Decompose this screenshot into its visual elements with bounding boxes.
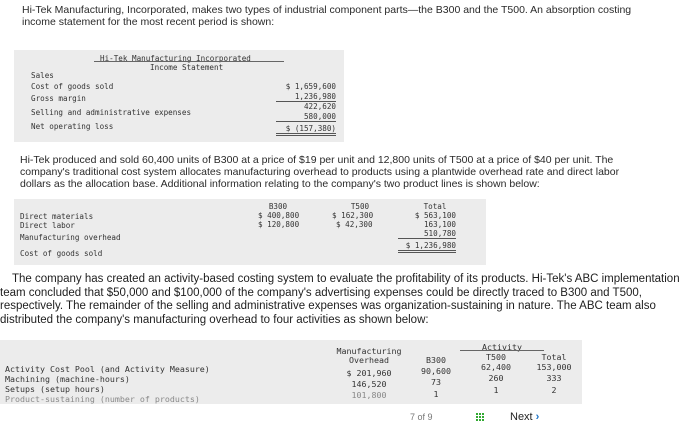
page-indicator: 7 of 9	[410, 412, 433, 422]
at-header-b300: B300	[426, 355, 446, 365]
at-b300-setups: 73	[431, 377, 441, 387]
income-statement-title: Income Statement	[150, 63, 224, 72]
at-header-total: Total	[541, 352, 567, 362]
intro-line-1: Hi-Tek Manufacturing, Incorporated, makes two types of industrial component parts—the B300 and the T500. An absorption costing	[22, 4, 632, 16]
is-label-sales: Sales	[31, 71, 54, 80]
at-b300-machining: 90,600	[421, 366, 451, 376]
pt-label-mfg-overhead: Manufacturing overhead	[20, 233, 121, 242]
pt-b300-direct-materials: $ 400,800	[258, 211, 300, 220]
is-value-cogs: 1,236,980	[276, 92, 336, 102]
is-value-selling-admin: 580,000	[276, 112, 336, 122]
pt-total-direct-materials: $ 563,100	[414, 211, 456, 220]
income-statement-box	[14, 50, 344, 142]
is-value-net-loss: $ (157,380)	[276, 124, 336, 136]
pt-t500-direct-labor: $ 42,300	[336, 220, 373, 229]
pt-label-direct-materials: Direct materials	[20, 212, 94, 221]
income-statement-company: Hi-Tek Manufacturing Incorporated	[100, 54, 251, 63]
pt-header-t500: T500	[350, 202, 370, 211]
grid-view-icon[interactable]	[476, 413, 486, 421]
at-b300-product-sustaining: 1	[433, 389, 439, 399]
abc-line-2: team concluded that $50,000 and $100,000 of the company's advertising expenses could be directly traced to B300 and T500,	[0, 286, 642, 299]
production-line-1: Hi-Tek produced and sold 60,400 units of B300 at a price of $19 per unit and 12,800 units of T500 at a price of $40 per unit. The	[20, 154, 614, 166]
abc-line-4: distributed the company's manufacturing overhead to four activities as shown below:	[0, 313, 429, 326]
pt-header-total: Total	[423, 202, 447, 211]
pt-b300-direct-labor: $ 120,800	[258, 220, 300, 229]
at-total-product-sustaining: 2	[551, 385, 557, 395]
at-header-pool: Activity Cost Pool (and Activity Measure)	[5, 364, 210, 374]
at-t500-setups: 260	[488, 373, 504, 383]
pt-label-cogs: Cost of goods sold	[20, 249, 103, 258]
at-header-mo-1: Manufacturing	[336, 346, 402, 356]
pt-total-mfg-overhead: 510,780	[398, 229, 456, 239]
intro-paragraph	[22, 4, 692, 28]
production-line-3: dollars as the allocation base. Additional information relating to the company's two product lines is shown below:	[20, 178, 540, 190]
at-t500-product-sustaining: 1	[493, 385, 499, 395]
at-label-setups: Setups (setup hours)	[5, 384, 105, 394]
is-value-sales: $ 1,659,600	[285, 82, 336, 91]
at-header-t500: T500	[486, 352, 506, 362]
pt-total-direct-labor: 163,100	[423, 220, 456, 229]
is-label-gross-margin: Gross margin	[31, 94, 86, 103]
production-line-2: company's traditional cost system allocates manufacturing overhead to products using a plantwide overhead rate and direct labor	[20, 166, 620, 178]
abc-line-3: respectively. The remainder of the selling and administrative expenses was organization-sustaining in nature. The ABC team also	[0, 300, 656, 312]
chevron-right-icon: ›	[535, 411, 540, 423]
is-label-net-loss: Net operating loss	[31, 122, 114, 131]
production-paragraph	[20, 154, 696, 190]
activity-table	[0, 340, 582, 404]
footer-bar	[0, 404, 700, 424]
next-button[interactable]	[510, 411, 539, 423]
at-total-setups: 333	[546, 373, 562, 383]
income-statement-rule	[94, 61, 284, 62]
pt-t500-direct-materials: $ 162,300	[332, 211, 374, 220]
at-label-product-sustaining: Product-sustaining (number of products)	[5, 394, 200, 404]
at-header-mo-2: Overhead	[349, 355, 389, 365]
pt-header-b300: B300	[268, 202, 288, 211]
at-mo-machining: $ 201,960	[346, 368, 392, 378]
abc-paragraph	[0, 273, 700, 327]
abc-line-1: The company has created an activity-based costing system to evaluate the profitability of its products. Hi-Tek's ABC implementation	[12, 273, 680, 285]
intro-line-2: income statement for the most recent period is shown:	[22, 16, 275, 28]
at-total-machining: 153,000	[536, 362, 572, 372]
next-label: Next	[510, 411, 533, 423]
at-t500-machining: 62,400	[481, 362, 511, 372]
at-label-machining: Machining (machine-hours)	[5, 374, 130, 384]
at-mo-setups: 146,520	[351, 379, 387, 389]
pt-label-direct-labor: Direct labor	[20, 221, 75, 230]
pt-total-cogs: $ 1,236,980	[398, 241, 456, 253]
at-header-activity: Activity	[482, 342, 522, 352]
product-cost-table	[14, 199, 486, 265]
is-value-gross-margin: 422,620	[303, 102, 336, 111]
is-label-cogs: Cost of goods sold	[31, 82, 114, 91]
at-activity-rule	[460, 350, 544, 351]
is-label-selling-admin: Selling and administrative expenses	[31, 108, 192, 117]
at-mo-product-sustaining: 101,800	[351, 390, 387, 400]
